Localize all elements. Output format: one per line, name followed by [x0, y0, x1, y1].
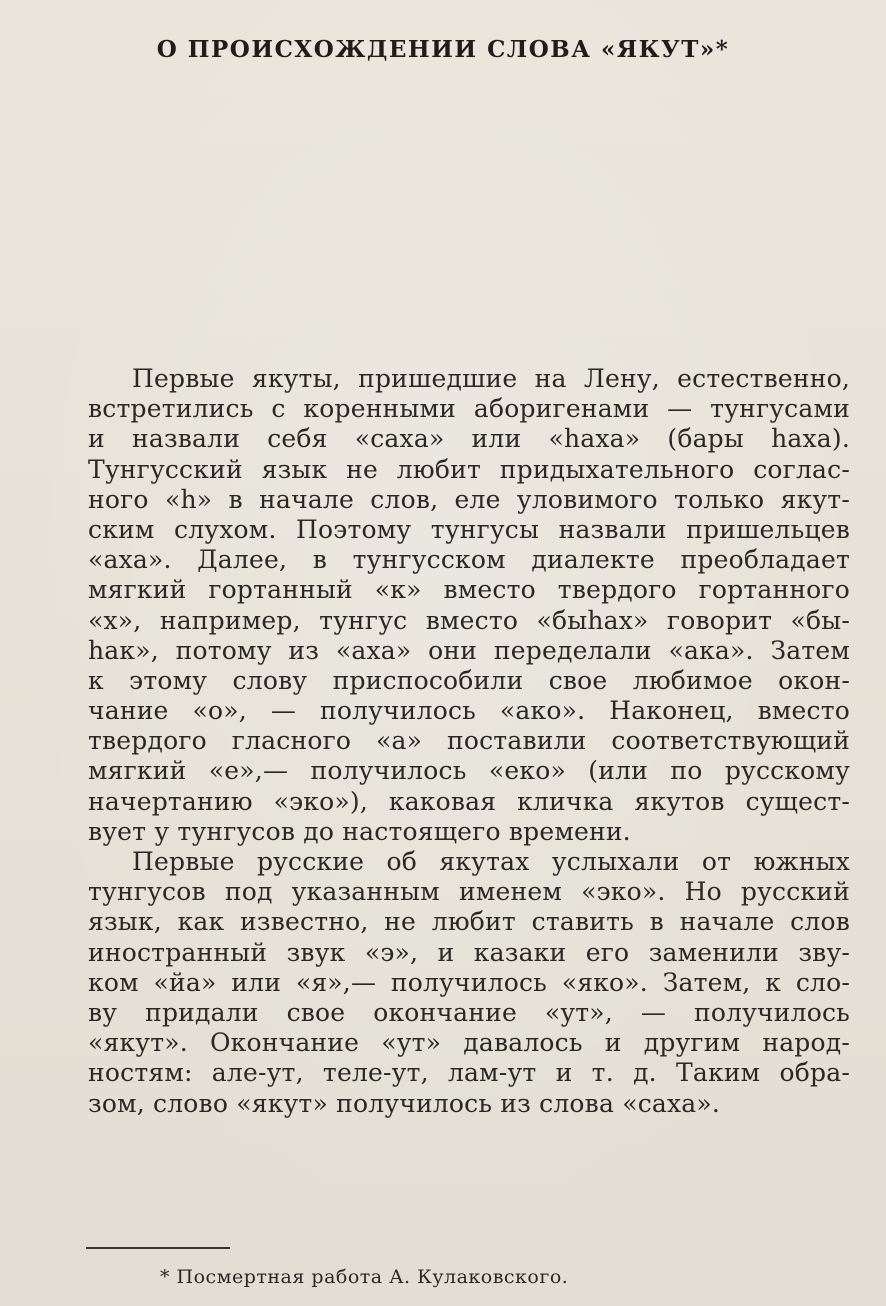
text-line: Первые русские об якутах услыхали от южных — [132, 847, 850, 876]
text-line: встретились с коренными аборигенами — тунгусами — [88, 394, 850, 424]
text-line: Первые якуты, пришедшие на Лену, естественно, — [132, 364, 850, 393]
text-line: и назвали себя «саха» или «hаха» (бары hаха). — [88, 424, 850, 454]
text-line: ским слухом. Поэтому тунгусы назвали пришельцев — [88, 514, 850, 544]
text-line: начертанию «эко»), каковая кличка якутов сущест- — [88, 786, 850, 816]
text-line: ву придали свое окончание «ут», — получилось — [88, 997, 850, 1027]
footnote-divider — [86, 1247, 230, 1249]
text-line: тунгусов под указанным именем «эко». Но русский — [88, 877, 850, 907]
text-line: hак», потому из «аха» они переделали «ака». Затем — [88, 635, 850, 665]
text-line: ком «йа» или «я»,— получилось «яко». Затем, к сло- — [88, 967, 850, 997]
text-line: зом, слово «якут» получилось из слова «саха». — [88, 1088, 721, 1118]
text-line: мягкий гортанный «к» вместо твердого гортанного — [88, 575, 850, 605]
text-line: «якут». Окончание «ут» давалось и другим народ- — [88, 1028, 850, 1058]
text-line: язык, как известно, не любит ставить в начале слов — [88, 907, 850, 937]
text-line: «х», например, тунгус вместо «быhах» говорит «бы- — [88, 605, 850, 635]
text-line: твердого гласного «а» поставили соответствующий — [88, 726, 850, 756]
text-line: Тунгусский язык не любит придыхательного соглас- — [88, 454, 850, 484]
text-line: ного «h» в начале слов, еле уловимого только якут- — [88, 484, 850, 514]
text-line: вует у тунгусов до настоящего времени. — [88, 816, 631, 846]
text-line: мягкий «е»,— получилось «еко» (или по русскому — [88, 756, 850, 786]
text-line: чание «о», — получилось «ако». Наконец, вместо — [88, 696, 850, 726]
page-title: О ПРОИСХОЖДЕНИИ СЛОВА «ЯКУТ»* — [156, 36, 730, 63]
text-line: ностям: але-ут, теле-ут, лам-ут и т. д. Таким обра- — [88, 1058, 850, 1088]
footnote: * Посмертная работа А. Кулаковского. — [160, 1266, 569, 1288]
article-body — [88, 364, 850, 1119]
text-line: «аха». Далее, в тунгусском диалекте преобладает — [88, 545, 850, 575]
text-line: к этому слову приспособили свое любимое окон- — [88, 665, 850, 695]
text-line: иностранный звук «э», и казаки его заменили зву- — [88, 937, 850, 967]
